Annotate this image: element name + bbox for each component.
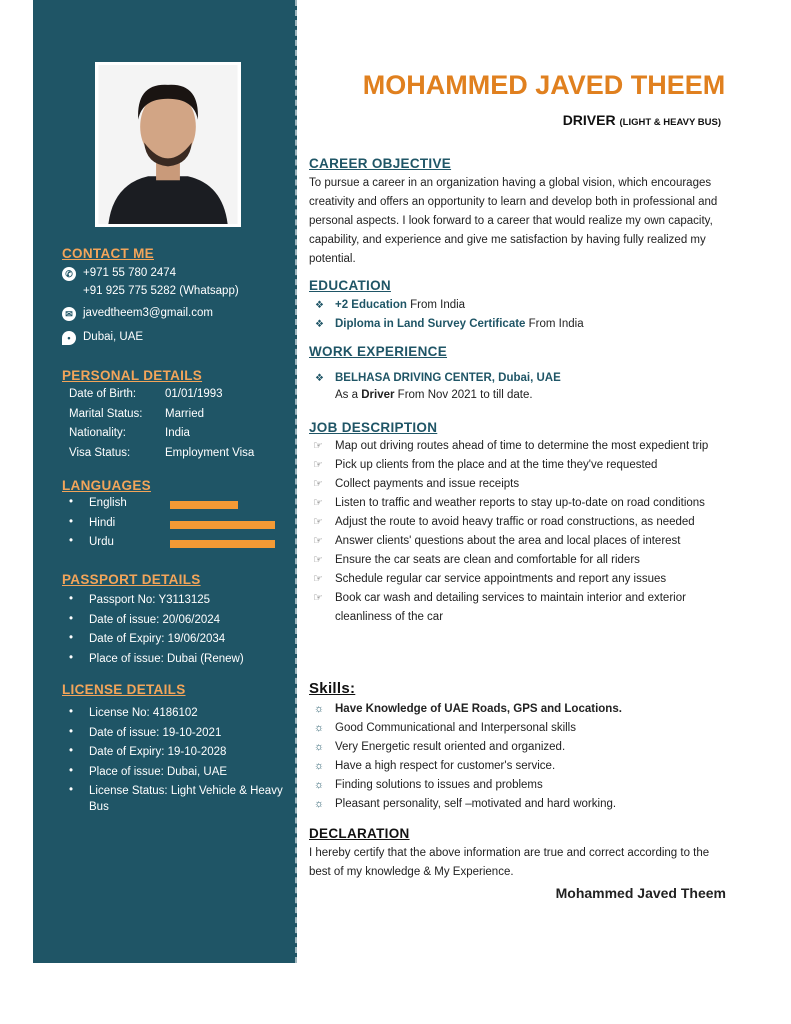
education-title: +2 Education bbox=[335, 299, 407, 311]
declaration-text: I hereby certify that the above information are true and correct according to the best of my knowledge & My Experience. bbox=[309, 847, 710, 878]
job-duty: ☞ Pick up clients from the place and at the time they've requested bbox=[309, 456, 734, 475]
personal-heading: PERSONAL DETAILS bbox=[62, 368, 203, 383]
language-item bbox=[69, 497, 285, 517]
job-duty: ☞ Schedule regular car service appointments and report any issues bbox=[309, 570, 734, 589]
phone-icon: ✆ bbox=[62, 267, 76, 281]
personal-row bbox=[62, 408, 285, 428]
work-heading: WORK EXPERIENCE bbox=[309, 344, 448, 359]
language-item bbox=[69, 536, 285, 556]
phone-primary: +971 55 780 2474 bbox=[83, 267, 177, 279]
job-duty: ☞ Map out driving routes ahead of time to determine the most expedient trip bbox=[309, 437, 734, 456]
license-item: • Date of issue: 19-10-2021 bbox=[69, 725, 285, 741]
passport-item: • Passport No: Y3113125 bbox=[69, 594, 285, 614]
skill-item: ☼ Have a high respect for customer's service. bbox=[309, 757, 734, 776]
education-from: From India bbox=[528, 318, 584, 330]
job-duty: ☞ Listen to traffic and weather reports to stay up-to-date on road conditions bbox=[309, 494, 734, 513]
signature: Mohammed Javed Theem bbox=[555, 885, 726, 901]
skill-item: ☼ Have Knowledge of UAE Roads, GPS and Locations. bbox=[309, 700, 734, 719]
contact-heading: CONTACT ME bbox=[62, 246, 154, 261]
passport-item: • Date of issue: 20/06/2024 bbox=[69, 614, 285, 634]
personal-label: Date of Birth: bbox=[69, 388, 137, 400]
personal-row bbox=[62, 427, 285, 447]
skill-item: ☼ Very Energetic result oriented and organized. bbox=[309, 738, 734, 757]
personal-value: India bbox=[165, 427, 190, 439]
license-item: • License Status: Light Vehicle & Heavy Bus bbox=[69, 783, 285, 815]
profile-photo bbox=[95, 62, 241, 227]
language-name: Urdu bbox=[89, 536, 114, 548]
personal-label: Marital Status: bbox=[69, 407, 143, 420]
language-level-bar bbox=[170, 521, 275, 529]
location: Dubai, UAE bbox=[83, 331, 144, 343]
personal-label: Visa Status: bbox=[69, 446, 131, 459]
license-item: • Place of issue: Dubai, UAE bbox=[69, 764, 285, 780]
skill-item: ☼ Good Communicational and Interpersonal skills bbox=[309, 719, 734, 738]
objective-text: To pursue a career in an organization having a global vision, which encourages creativity and offers an opportunity to learn and develop both in professional and personal aspects. I look forward to a career that would realize my own capacity, capability, and experience and give me satisfaction by having fully realized my potential. bbox=[309, 177, 718, 265]
license-item: • License No: 4186102 bbox=[69, 705, 285, 721]
skill-item: ☼ Finding solutions to issues and problems bbox=[309, 776, 734, 795]
language-level-bar bbox=[170, 501, 238, 509]
education-title: Diploma in Land Survey Certificate bbox=[335, 318, 526, 330]
declaration-heading: DECLARATION bbox=[309, 826, 410, 841]
personal-value: Married bbox=[165, 407, 204, 420]
job-duty: ☞ Book car wash and detailing services to maintain interior and exterior cleanliness of the car bbox=[309, 589, 734, 627]
language-name: Hindi bbox=[89, 516, 116, 529]
skill-item: ☼ Pleasant personality, self –motivated and hard working. bbox=[309, 795, 734, 814]
job-duty: ☞ Adjust the route to avoid heavy traffic or road constructions, as needed bbox=[309, 513, 734, 532]
skills-heading: Skills: bbox=[309, 680, 356, 697]
passport-item: • Date of Expiry: 19/06/2034 bbox=[69, 633, 285, 653]
education-from: From India bbox=[410, 299, 466, 311]
company: BELHASA DRIVING CENTER, Dubai, UAE bbox=[335, 372, 561, 384]
license-heading: LICENSE DETAILS bbox=[62, 682, 186, 697]
education-item bbox=[309, 315, 734, 334]
personal-row bbox=[62, 447, 285, 467]
job-duty: ☞ Collect payments and issue receipts bbox=[309, 475, 734, 494]
language-level-bar bbox=[170, 540, 275, 548]
job-duty: ☞ Ensure the car seats are clean and comfortable for all riders bbox=[309, 551, 734, 570]
passport-heading: PASSPORT DETAILS bbox=[62, 572, 201, 587]
location-pin-icon: • bbox=[62, 331, 76, 345]
work-role: As a Driver From Nov 2021 to till date. bbox=[335, 389, 533, 401]
email-icon: ✉ bbox=[62, 307, 76, 321]
job-duty: ☞ Answer clients' questions about the area and local places of interest bbox=[309, 532, 734, 551]
objective-heading: CAREER OBJECTIVE bbox=[309, 156, 452, 171]
license-item: • Date of Expiry: 19-10-2028 bbox=[69, 744, 285, 760]
email: javedtheem3@gmail.com bbox=[83, 307, 213, 319]
role-detail: (LIGHT & HEAVY BUS) bbox=[619, 117, 721, 128]
personal-value: 01/01/1993 bbox=[165, 388, 223, 400]
language-name: English bbox=[89, 497, 127, 509]
candidate-name: MOHAMMED JAVED THEEM bbox=[362, 70, 726, 100]
education-heading: EDUCATION bbox=[309, 278, 391, 293]
personal-label: Nationality: bbox=[69, 427, 126, 439]
passport-item: • Place of issue: Dubai (Renew) bbox=[69, 653, 285, 673]
role: DRIVER bbox=[562, 112, 616, 128]
job-heading: JOB DESCRIPTION bbox=[309, 420, 438, 435]
language-item bbox=[69, 517, 285, 537]
personal-value: Employment Visa bbox=[165, 446, 255, 459]
phone-whatsapp: +91 925 775 5282 (Whatsapp) bbox=[83, 285, 239, 297]
education-item bbox=[309, 296, 734, 315]
personal-row bbox=[62, 388, 285, 408]
sidebar bbox=[33, 0, 297, 963]
languages-heading: LANGUAGES bbox=[62, 478, 151, 493]
